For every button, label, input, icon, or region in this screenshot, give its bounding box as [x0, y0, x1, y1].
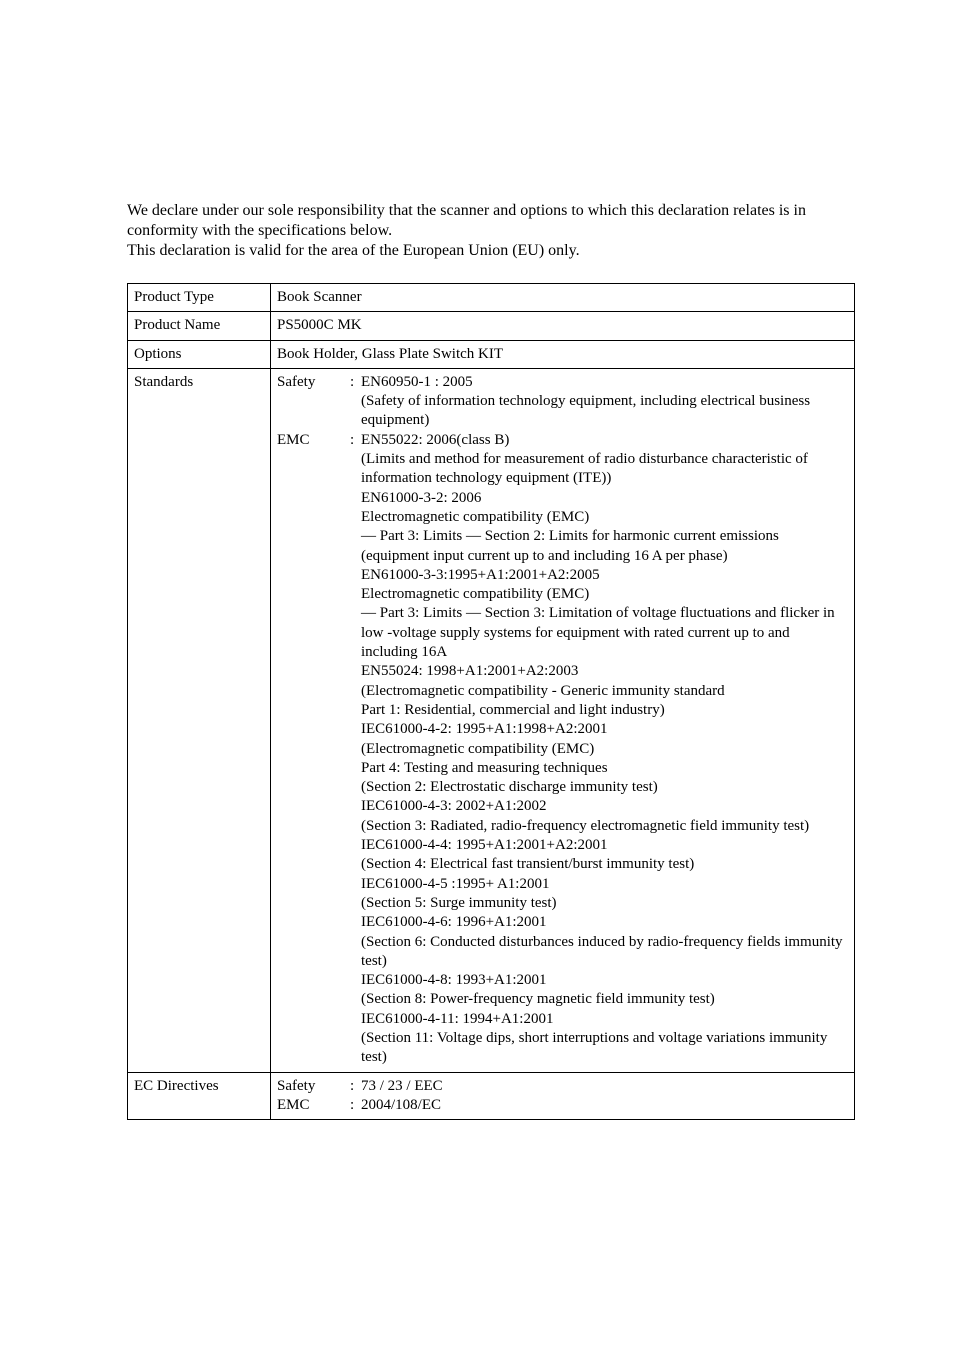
specification-table	[127, 283, 855, 1120]
ec-safety-directive	[277, 1077, 848, 1096]
product-name-label: Product Name	[128, 312, 271, 340]
ec-emc-directive	[277, 1096, 848, 1115]
emc-line: (Limits and method for measurement of radio disturbance characteristic of information technology equipment (ITE))	[361, 451, 808, 487]
emc-line: IEC61000-4-8: 1993+A1:2001	[361, 972, 547, 989]
ec-directives-label: EC Directives	[128, 1072, 271, 1120]
declaration-statement: We declare under our sole responsibility that the scanner and options to which this declaration relates is in conformity with the specifications below.	[127, 202, 806, 239]
emc-line: (Section 5: Surge immunity test)	[361, 894, 557, 911]
emc-line: Part 4: Testing and measuring techniques	[361, 759, 608, 776]
colon-separator: :	[350, 373, 355, 390]
emc-line: IEC61000-4-2: 1995+A1:1998+A2:2001	[361, 721, 608, 738]
emc-line: IEC61000-4-3: 2002+A1:2002	[361, 798, 547, 815]
row-options	[128, 340, 855, 368]
declaration-intro	[127, 201, 857, 261]
standards-label: Standards	[128, 368, 271, 1072]
safety-standards-group	[277, 373, 848, 431]
options-value: Book Holder, Glass Plate Switch KIT	[271, 340, 855, 368]
emc-line: EN61000-3-3:1995+A1:2001+A2:2005	[361, 566, 600, 583]
row-product-type	[128, 284, 855, 312]
emc-line: IEC61000-4-4: 1995+A1:2001+A2:2001	[361, 837, 608, 854]
emc-line: IEC61000-4-6: 1996+A1:2001	[361, 914, 547, 931]
emc-line: — Part 3: Limits — Section 3: Limitation of voltage fluctuations and flicker in low -voltage supply systems for equipment with rated current up to and including 16A	[361, 605, 835, 661]
emc-line: EN55022: 2006(class B)	[361, 431, 510, 448]
colon-separator: :	[350, 1077, 355, 1094]
product-type-label: Product Type	[128, 284, 271, 312]
emc-line: (Section 3: Radiated, radio-frequency electromagnetic field immunity test)	[361, 817, 810, 834]
emc-line: Electromagnetic compatibility (EMC)	[361, 586, 590, 603]
emc-line: EN55024: 1998+A1:2001+A2:2003	[361, 663, 579, 680]
emc-line: Part 1: Residential, commercial and light industry)	[361, 701, 665, 718]
colon-separator: :	[350, 431, 355, 448]
validity-statement: This declaration is valid for the area of the European Union (EU) only.	[127, 242, 580, 259]
ec-safety-category: Safety	[277, 1077, 316, 1094]
safety-line: EN60950-1 : 2005	[361, 373, 473, 390]
colon-separator: :	[350, 1096, 355, 1113]
emc-line: (Section 2: Electrostatic discharge immunity test)	[361, 779, 658, 796]
standards-value	[271, 368, 855, 1072]
safety-line: (Safety of information technology equipment, including electrical business equipment)	[361, 393, 811, 429]
emc-line: (Section 11: Voltage dips, short interruptions and voltage variations immunity test)	[361, 1029, 828, 1066]
ec-emc-value: 2004/108/EC	[361, 1096, 442, 1113]
row-ec-directives	[128, 1072, 855, 1120]
emc-line: (Section 6: Conducted disturbances induced by radio-frequency fields immunity test)	[361, 933, 843, 969]
emc-line: IEC61000-4-5 :1995+ A1:2001	[361, 875, 550, 892]
emc-standards-group	[277, 431, 848, 1068]
options-label: Options	[128, 340, 271, 368]
ec-safety-value: 73 / 23 / EEC	[361, 1077, 443, 1094]
emc-standards-list	[361, 431, 848, 1068]
emc-line: (Section 4: Electrical fast transient/burst immunity test)	[361, 856, 695, 873]
emc-line: — Part 3: Limits — Section 2: Limits for harmonic current emissions (equipment input current up to and including 16 A per phase)	[361, 528, 779, 564]
emc-line: (Electromagnetic compatibility - Generic immunity standard	[361, 682, 725, 699]
emc-line: (Section 8: Power-frequency magnetic field immunity test)	[361, 991, 715, 1008]
row-product-name	[128, 312, 855, 340]
row-standards	[128, 368, 855, 1072]
ec-directives-value	[271, 1072, 855, 1120]
emc-line: Electromagnetic compatibility (EMC)	[361, 508, 590, 525]
emc-standard-category: EMC	[277, 431, 310, 448]
ec-emc-category: EMC	[277, 1096, 310, 1113]
product-type-value: Book Scanner	[271, 284, 855, 312]
emc-line: IEC61000-4-11: 1994+A1:2001	[361, 1010, 554, 1027]
safety-standard-category: Safety	[277, 373, 316, 390]
product-name-value: PS5000C MK	[271, 312, 855, 340]
safety-standards-list	[361, 373, 848, 431]
emc-line: (Electromagnetic compatibility (EMC)	[361, 740, 595, 757]
emc-line: EN61000-3-2: 2006	[361, 489, 482, 506]
